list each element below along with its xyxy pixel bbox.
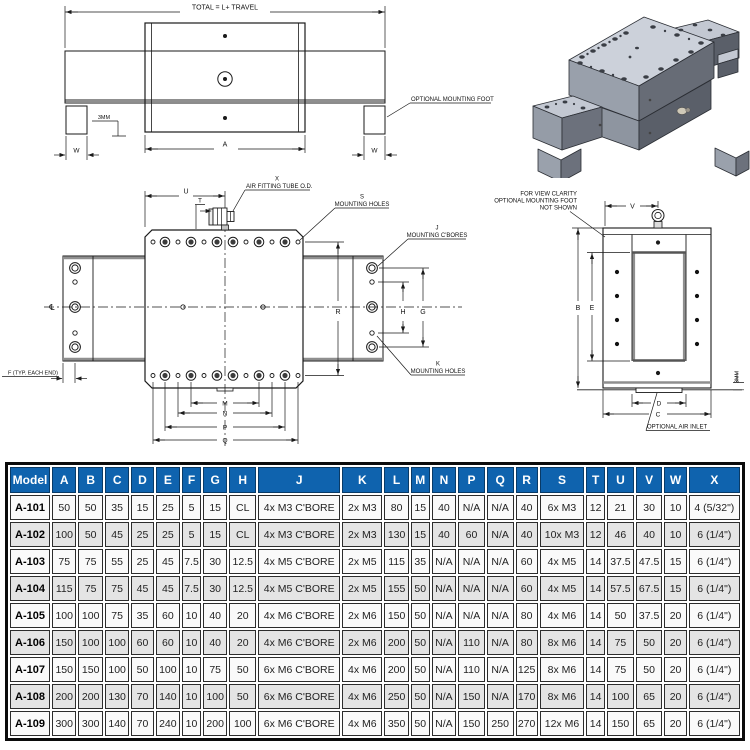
spec-cell: 47.5	[636, 549, 663, 574]
side-view-drawing	[2, 2, 494, 170]
spec-cell: 2x M3	[342, 495, 382, 520]
spec-cell: 10	[182, 711, 201, 736]
spec-cell: 10	[664, 522, 686, 547]
j-mounting-cbores-label: MOUNTING C'BORES	[406, 233, 468, 239]
table-row	[10, 657, 740, 682]
spec-cell: 110	[458, 630, 485, 655]
model-cell: A-107	[10, 657, 50, 682]
spec-cell: 170	[516, 684, 538, 709]
spec-cell: 50	[78, 522, 102, 547]
table-row	[10, 603, 740, 628]
spec-cell: N/A	[432, 549, 456, 574]
spec-cell: 70	[131, 711, 153, 736]
spec-cell: 35	[411, 549, 430, 574]
spec-cell: 30	[636, 495, 663, 520]
spec-cell: 12	[586, 495, 605, 520]
spec-cell: 60	[131, 630, 153, 655]
spec-cell: 15	[664, 549, 686, 574]
col-header-p: P	[458, 467, 485, 493]
top-hole-dot	[223, 34, 227, 38]
spec-cell: 12x M6	[540, 711, 584, 736]
col-header-model: Model	[10, 467, 50, 493]
col-header-u: U	[607, 467, 634, 493]
spec-cell: 80	[384, 495, 408, 520]
spec-cell: N/A	[458, 549, 485, 574]
spec-cell: 4x M6	[342, 684, 382, 709]
spec-cell: 6 (1/4")	[689, 549, 740, 574]
spec-cell: N/A	[487, 576, 514, 601]
spec-cell: 100	[105, 657, 129, 682]
spec-cell: 50	[636, 657, 663, 682]
spec-cell: N/A	[487, 549, 514, 574]
spec-cell: 155	[384, 576, 408, 601]
dim-d-label: D	[656, 400, 662, 408]
spec-cell: N/A	[458, 603, 485, 628]
spec-cell: 50	[411, 603, 430, 628]
air-fitting	[209, 208, 234, 230]
table-row	[10, 711, 740, 736]
spec-cell: 40	[203, 630, 227, 655]
end-view-drawing	[480, 180, 750, 460]
table-row	[10, 495, 740, 520]
model-cell: A-101	[10, 495, 50, 520]
spec-cell: 125	[516, 657, 538, 682]
spec-cell: 150	[607, 711, 634, 736]
spec-cell: 200	[203, 711, 227, 736]
spec-cell: 75	[78, 549, 102, 574]
spec-cell: 150	[52, 630, 76, 655]
spec-cell: 300	[52, 711, 76, 736]
spec-cell: 200	[384, 630, 408, 655]
spec-cell: 100	[156, 657, 180, 682]
col-header-q: Q	[487, 467, 514, 493]
table-row	[10, 684, 740, 709]
spec-cell: 100	[52, 603, 76, 628]
spec-cell: 45	[105, 522, 129, 547]
spec-cell: 110	[458, 657, 485, 682]
dim-m-label: M	[222, 400, 228, 408]
spec-cell: 2x M6	[342, 630, 382, 655]
spec-cell: 50	[636, 630, 663, 655]
spec-cell: 100	[105, 630, 129, 655]
spec-cell: N/A	[458, 495, 485, 520]
spec-cell: 8x M6	[540, 657, 584, 682]
spec-cell: N/A	[458, 576, 485, 601]
spec-cell: 12.5	[229, 576, 256, 601]
spec-cell: 20	[664, 603, 686, 628]
spec-cell: 14	[586, 549, 605, 574]
f-typ-label: F (TYP. EACH END)	[7, 370, 58, 377]
top-view-carriage	[145, 230, 303, 391]
spec-cell: N/A	[432, 630, 456, 655]
spec-cell: 40	[432, 495, 456, 520]
spec-cell: 50	[78, 495, 102, 520]
spec-cell: 30	[203, 576, 227, 601]
clarity-note-line3: NOT SHOWN	[539, 205, 577, 212]
s-ref-label: S	[359, 194, 365, 201]
spec-cell: 15	[131, 495, 153, 520]
col-header-s: S	[540, 467, 584, 493]
spec-cell: 10x M3	[540, 522, 584, 547]
dim-r-label: R	[335, 309, 341, 316]
spec-cell: 30	[203, 549, 227, 574]
spec-cell: 15	[411, 522, 430, 547]
col-header-g: G	[203, 467, 227, 493]
spec-cell: 46	[607, 522, 634, 547]
optional-air-inlet-label: OPTIONAL AIR INLET	[647, 424, 708, 431]
spec-cell: 15	[411, 495, 430, 520]
col-header-k: K	[342, 467, 382, 493]
spec-cell: CL	[229, 495, 256, 520]
spec-table-head	[10, 467, 740, 493]
side-view-dim-lines	[54, 6, 491, 160]
table-row	[10, 630, 740, 655]
col-header-m: M	[411, 467, 430, 493]
spec-cell: 200	[384, 657, 408, 682]
col-header-x: X	[689, 467, 740, 493]
spec-cell: 4x M5 C'BORE	[258, 549, 340, 574]
spec-cell: 12.5	[229, 549, 256, 574]
col-header-b: B	[78, 467, 102, 493]
spec-cell: 80	[516, 603, 538, 628]
spec-cell: 10	[182, 657, 201, 682]
spec-cell: 6 (1/4")	[689, 684, 740, 709]
spec-cell: 8x M6	[540, 630, 584, 655]
spec-cell: 15	[664, 576, 686, 601]
spec-table	[5, 462, 745, 741]
spec-cell: 50	[52, 495, 76, 520]
spec-cell: 7.5	[182, 576, 201, 601]
spec-cell: 14	[586, 684, 605, 709]
iso-body	[533, 17, 749, 178]
spec-cell: 100	[78, 603, 102, 628]
spec-cell: 4x M5	[540, 549, 584, 574]
spec-cell: 40	[516, 495, 538, 520]
spec-cell: 4 (5/32")	[689, 495, 740, 520]
spec-cell: 50	[229, 657, 256, 682]
spec-cell: 14	[586, 603, 605, 628]
col-header-a: A	[52, 467, 76, 493]
spec-cell: N/A	[487, 657, 514, 682]
spec-cell: 6 (1/4")	[689, 630, 740, 655]
spec-cell: 50	[411, 711, 430, 736]
spec-cell: 50	[411, 657, 430, 682]
spec-cell: 50	[131, 657, 153, 682]
spec-cell: N/A	[487, 684, 514, 709]
col-header-r: R	[516, 467, 538, 493]
col-header-e: E	[156, 467, 180, 493]
spec-cell: 50	[607, 603, 634, 628]
spec-cell: 65	[636, 684, 663, 709]
spec-cell: 60	[156, 603, 180, 628]
spec-cell: 55	[105, 549, 129, 574]
spec-cell: 100	[607, 684, 634, 709]
spec-cell: 60	[458, 522, 485, 547]
spec-cell: 200	[78, 684, 102, 709]
spec-cell: 4x M6 C'BORE	[258, 603, 340, 628]
spec-cell: 300	[78, 711, 102, 736]
dim-g-label: G	[420, 309, 426, 316]
spec-cell: N/A	[432, 684, 456, 709]
spec-cell: N/A	[432, 603, 456, 628]
spec-cell: 4x M5	[540, 576, 584, 601]
spec-cell: 130	[384, 522, 408, 547]
model-cell: A-106	[10, 630, 50, 655]
dim-q-label: Q	[222, 437, 228, 445]
gap-3mm-label-end: 3MM	[734, 370, 741, 384]
spec-cell: N/A	[487, 603, 514, 628]
dim-h-label: H	[400, 309, 406, 316]
spec-cell: 75	[105, 603, 129, 628]
j-ref-label: J	[435, 225, 439, 232]
spec-cell: 10	[182, 630, 201, 655]
spec-cell: N/A	[432, 576, 456, 601]
dim-w-left-label: W	[73, 147, 80, 155]
spec-cell: 35	[131, 603, 153, 628]
spec-cell: 75	[607, 657, 634, 682]
spec-cell: 6x M6 C'BORE	[258, 657, 340, 682]
spec-cell: 15	[203, 495, 227, 520]
spec-cell: 20	[664, 630, 686, 655]
model-cell: A-105	[10, 603, 50, 628]
table-row	[10, 576, 740, 601]
spec-cell: 150	[384, 603, 408, 628]
spec-cell: 50	[229, 684, 256, 709]
col-header-d: D	[131, 467, 153, 493]
spec-cell: 250	[384, 684, 408, 709]
dim-w-right-label: W	[371, 147, 378, 155]
dim-e-label: E	[589, 305, 595, 312]
table-row	[10, 522, 740, 547]
col-header-v: V	[636, 467, 663, 493]
spec-cell: 10	[182, 684, 201, 709]
dim-u-label: U	[183, 188, 189, 196]
spec-cell: 57.5	[607, 576, 634, 601]
spec-cell: 10	[182, 603, 201, 628]
spec-cell: 60	[156, 630, 180, 655]
spec-cell: 75	[78, 576, 102, 601]
total-dim-label: TOTAL = L+ TRAVEL	[191, 4, 259, 12]
spec-cell: 20	[229, 630, 256, 655]
spec-cell: 25	[131, 522, 153, 547]
spec-cell: 65	[636, 711, 663, 736]
gap-3mm-label: 3MM	[97, 115, 111, 121]
col-header-c: C	[105, 467, 129, 493]
isometric-view	[525, 0, 750, 178]
spec-cell: 45	[156, 576, 180, 601]
dim-v-label: V	[630, 203, 635, 211]
spec-cell: 6x M6 C'BORE	[258, 684, 340, 709]
spec-cell: 37.5	[636, 603, 663, 628]
spec-cell: 6x M6 C'BORE	[258, 711, 340, 736]
spec-cell: 6 (1/4")	[689, 657, 740, 682]
spec-cell: 21	[607, 495, 634, 520]
col-header-f: F	[182, 467, 201, 493]
s-mounting-holes-label: MOUNTING HOLES	[334, 202, 390, 208]
spec-cell: 14	[586, 657, 605, 682]
air-fitting-label: AIR FITTING TUBE O.D.	[246, 184, 313, 190]
spec-cell: 20	[664, 657, 686, 682]
col-header-w: W	[664, 467, 686, 493]
spec-cell: 80	[516, 630, 538, 655]
spec-cell: 50	[411, 576, 430, 601]
k-mounting-holes-label: MOUNTING HOLES	[410, 369, 466, 375]
spec-cell: 4x M6	[540, 603, 584, 628]
model-cell: A-102	[10, 522, 50, 547]
spec-cell: 115	[384, 549, 408, 574]
spec-cell: N/A	[487, 630, 514, 655]
spec-cell: 70	[131, 684, 153, 709]
spec-cell: 150	[78, 657, 102, 682]
spec-cell: 14	[586, 630, 605, 655]
spec-cell: 75	[105, 576, 129, 601]
spec-cell: 6 (1/4")	[689, 603, 740, 628]
spec-cell: 6 (1/4")	[689, 522, 740, 547]
spec-cell: 60	[516, 549, 538, 574]
spec-cell: 4x M5 C'BORE	[258, 576, 340, 601]
end-view-body	[577, 210, 742, 393]
spec-cell: 2x M6	[342, 603, 382, 628]
spec-cell: 6 (1/4")	[689, 576, 740, 601]
spec-cell: 20	[229, 603, 256, 628]
spec-cell: 20	[664, 684, 686, 709]
spec-cell: N/A	[432, 711, 456, 736]
spec-cell: 45	[131, 576, 153, 601]
spec-cell: 2x M3	[342, 522, 382, 547]
spec-cell: 4x M6	[342, 657, 382, 682]
dim-b-label: B	[575, 305, 581, 312]
spec-cell: 4x M3 C'BORE	[258, 495, 340, 520]
col-header-j: J	[258, 467, 340, 493]
spec-cell: 8x M6	[540, 684, 584, 709]
spec-table-body	[10, 495, 740, 736]
spec-cell: 40	[516, 522, 538, 547]
table-row	[10, 549, 740, 574]
spec-cell: 25	[156, 522, 180, 547]
model-cell: A-103	[10, 549, 50, 574]
spec-cell: 4x M3 C'BORE	[258, 522, 340, 547]
spec-cell: 150	[458, 684, 485, 709]
spec-cell: 2x M5	[342, 549, 382, 574]
spec-cell: 130	[105, 684, 129, 709]
right-mounting-foot	[364, 106, 385, 134]
centerline-symbol: ℄	[49, 303, 55, 312]
top-view-drawing	[0, 170, 480, 455]
dim-c-label: C	[655, 411, 661, 419]
spec-cell: 40	[636, 522, 663, 547]
model-cell: A-108	[10, 684, 50, 709]
dim-a-label: A	[222, 141, 228, 149]
spec-cell: 100	[229, 711, 256, 736]
spec-cell: 50	[411, 684, 430, 709]
spec-cell: 150	[458, 711, 485, 736]
spec-cell: 14	[586, 711, 605, 736]
col-header-n: N	[432, 467, 456, 493]
spec-cell: 75	[607, 630, 634, 655]
spec-cell: N/A	[487, 522, 514, 547]
clarity-note-line1: FOR VIEW CLARITY	[520, 191, 577, 198]
spec-cell: 2x M5	[342, 576, 382, 601]
spec-cell: 4x M6	[342, 711, 382, 736]
model-cell: A-109	[10, 711, 50, 736]
spec-cell: N/A	[487, 495, 514, 520]
spec-cell: 140	[156, 684, 180, 709]
col-header-l: L	[384, 467, 408, 493]
spec-cell: 100	[52, 522, 76, 547]
side-view-body	[65, 23, 385, 134]
spec-cell: 6 (1/4")	[689, 711, 740, 736]
spec-cell: 4x M6 C'BORE	[258, 630, 340, 655]
dim-t-label: T	[198, 197, 202, 205]
spec-cell: 12	[586, 522, 605, 547]
spec-cell: N/A	[432, 657, 456, 682]
air-inlet-port	[636, 388, 682, 393]
model-cell: A-104	[10, 576, 50, 601]
spec-cell: 20	[664, 711, 686, 736]
col-header-t: T	[586, 467, 605, 493]
clarity-note-line2: OPTIONAL MOUNTING FOOT	[494, 198, 577, 205]
spec-cell: 45	[156, 549, 180, 574]
spec-cell: 5	[182, 495, 201, 520]
spec-cell: 10	[664, 495, 686, 520]
spec-cell: 75	[52, 549, 76, 574]
spec-cell: 100	[203, 684, 227, 709]
dim-p-label: P	[222, 424, 228, 432]
spec-cell: 270	[516, 711, 538, 736]
spec-cell: 25	[156, 495, 180, 520]
spec-cell: 50	[411, 630, 430, 655]
left-mounting-foot	[66, 106, 87, 134]
spec-cell: 60	[516, 576, 538, 601]
spec-cell: 40	[203, 603, 227, 628]
spec-cell: 350	[384, 711, 408, 736]
spec-cell: 115	[52, 576, 76, 601]
spec-cell: 200	[52, 684, 76, 709]
spec-cell: 140	[105, 711, 129, 736]
optional-foot-label: OPTIONAL MOUNTING FOOT	[411, 97, 494, 103]
spec-cell: 37.5	[607, 549, 634, 574]
spec-cell: 15	[203, 522, 227, 547]
spec-cell: 25	[131, 549, 153, 574]
spec-cell: 7.5	[182, 549, 201, 574]
spec-cell: 6x M3	[540, 495, 584, 520]
spec-cell: 100	[78, 630, 102, 655]
spec-cell: 40	[432, 522, 456, 547]
spec-cell: 35	[105, 495, 129, 520]
spec-cell: 5	[182, 522, 201, 547]
bottom-hole-dot	[223, 116, 227, 120]
end-view-air-fitting	[652, 210, 664, 229]
spec-cell: 67.5	[636, 576, 663, 601]
spec-cell: 250	[487, 711, 514, 736]
k-ref-label: K	[435, 361, 441, 368]
x-ref-label: X	[274, 176, 280, 183]
col-header-h: H	[229, 467, 256, 493]
spec-cell: 150	[52, 657, 76, 682]
dim-n-label: N	[222, 410, 228, 418]
spec-cell: 240	[156, 711, 180, 736]
spec-cell: CL	[229, 522, 256, 547]
spec-cell: 75	[203, 657, 227, 682]
spec-cell: 14	[586, 576, 605, 601]
